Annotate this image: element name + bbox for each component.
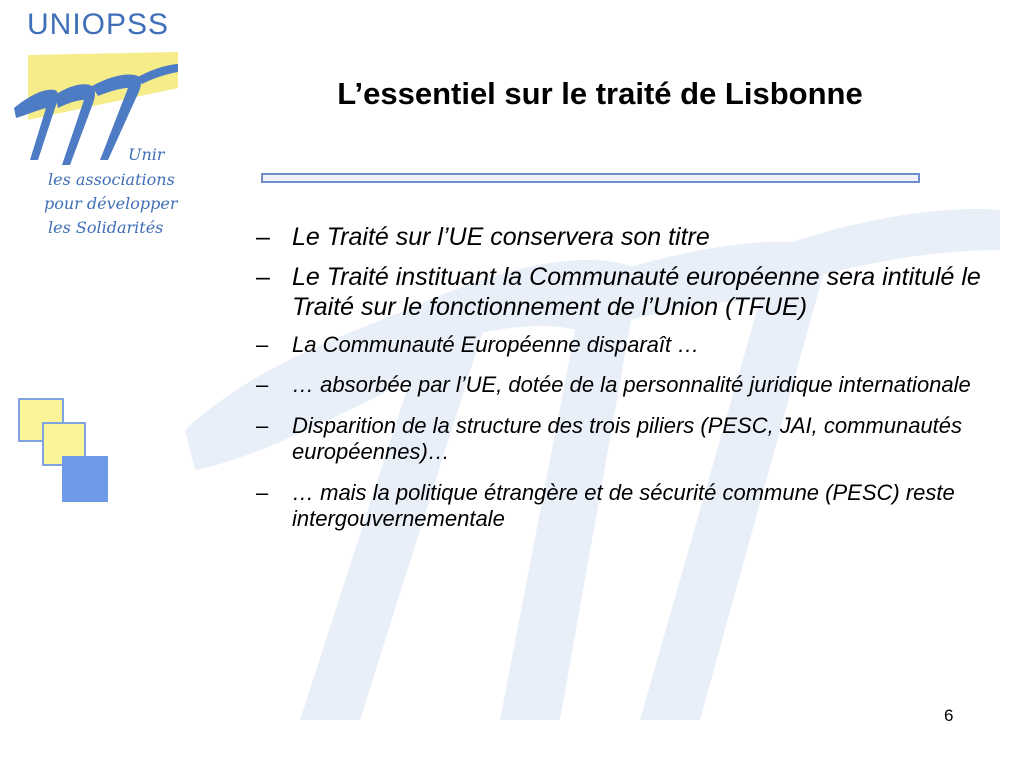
bullet-item bbox=[256, 262, 986, 322]
decorative-squares bbox=[18, 398, 118, 508]
bullet-dash: – bbox=[256, 263, 270, 291]
page-number: 6 bbox=[944, 706, 954, 725]
logo-tagline-line-1: Unir bbox=[128, 145, 165, 164]
bullet-text: La Communauté Européenne disparaît … bbox=[292, 332, 700, 357]
logo-tagline-line-2: les associations bbox=[48, 170, 175, 189]
slide-title: L’essentiel sur le traité de Lisbonne bbox=[337, 76, 863, 111]
bullet-item bbox=[256, 480, 986, 533]
bullet-item bbox=[256, 372, 986, 398]
bullet-dash: – bbox=[256, 223, 270, 251]
uniopss-logo bbox=[0, 0, 200, 250]
logo-tagline-line-3: pour développer bbox=[44, 194, 178, 213]
logo-tagline-line-4: les Solidarités bbox=[48, 218, 164, 237]
title-underline bbox=[261, 173, 920, 183]
bullet-dash: – bbox=[256, 372, 269, 398]
bullet-list bbox=[256, 222, 986, 546]
bullet-item bbox=[256, 413, 986, 466]
bullet-text: Le Traité sur l’UE conservera son titre bbox=[292, 223, 710, 251]
bullet-dash: – bbox=[256, 332, 269, 357]
bullet-text: … absorbée par l’UE, dotée de la personnalité juridique internationale bbox=[292, 372, 971, 398]
bullet-item bbox=[256, 222, 986, 252]
bullet-text: Le Traité instituant la Communauté européenne sera intitulé le Traité sur le fonctionnement de l’Union (TFUE) bbox=[292, 263, 981, 321]
square-blue bbox=[62, 456, 108, 502]
bullet-text: … mais la politique étrangère et de sécurité commune (PESC) reste intergouvernementale bbox=[292, 479, 955, 531]
bullet-dash: – bbox=[256, 479, 269, 505]
bullet-item bbox=[256, 332, 986, 358]
bullet-dash: – bbox=[256, 412, 269, 438]
bullet-text: Disparition de la structure des trois piliers (PESC, JAI, communautés européennes)… bbox=[292, 412, 963, 465]
logo-wordmark: UNIOPSS bbox=[27, 8, 170, 41]
